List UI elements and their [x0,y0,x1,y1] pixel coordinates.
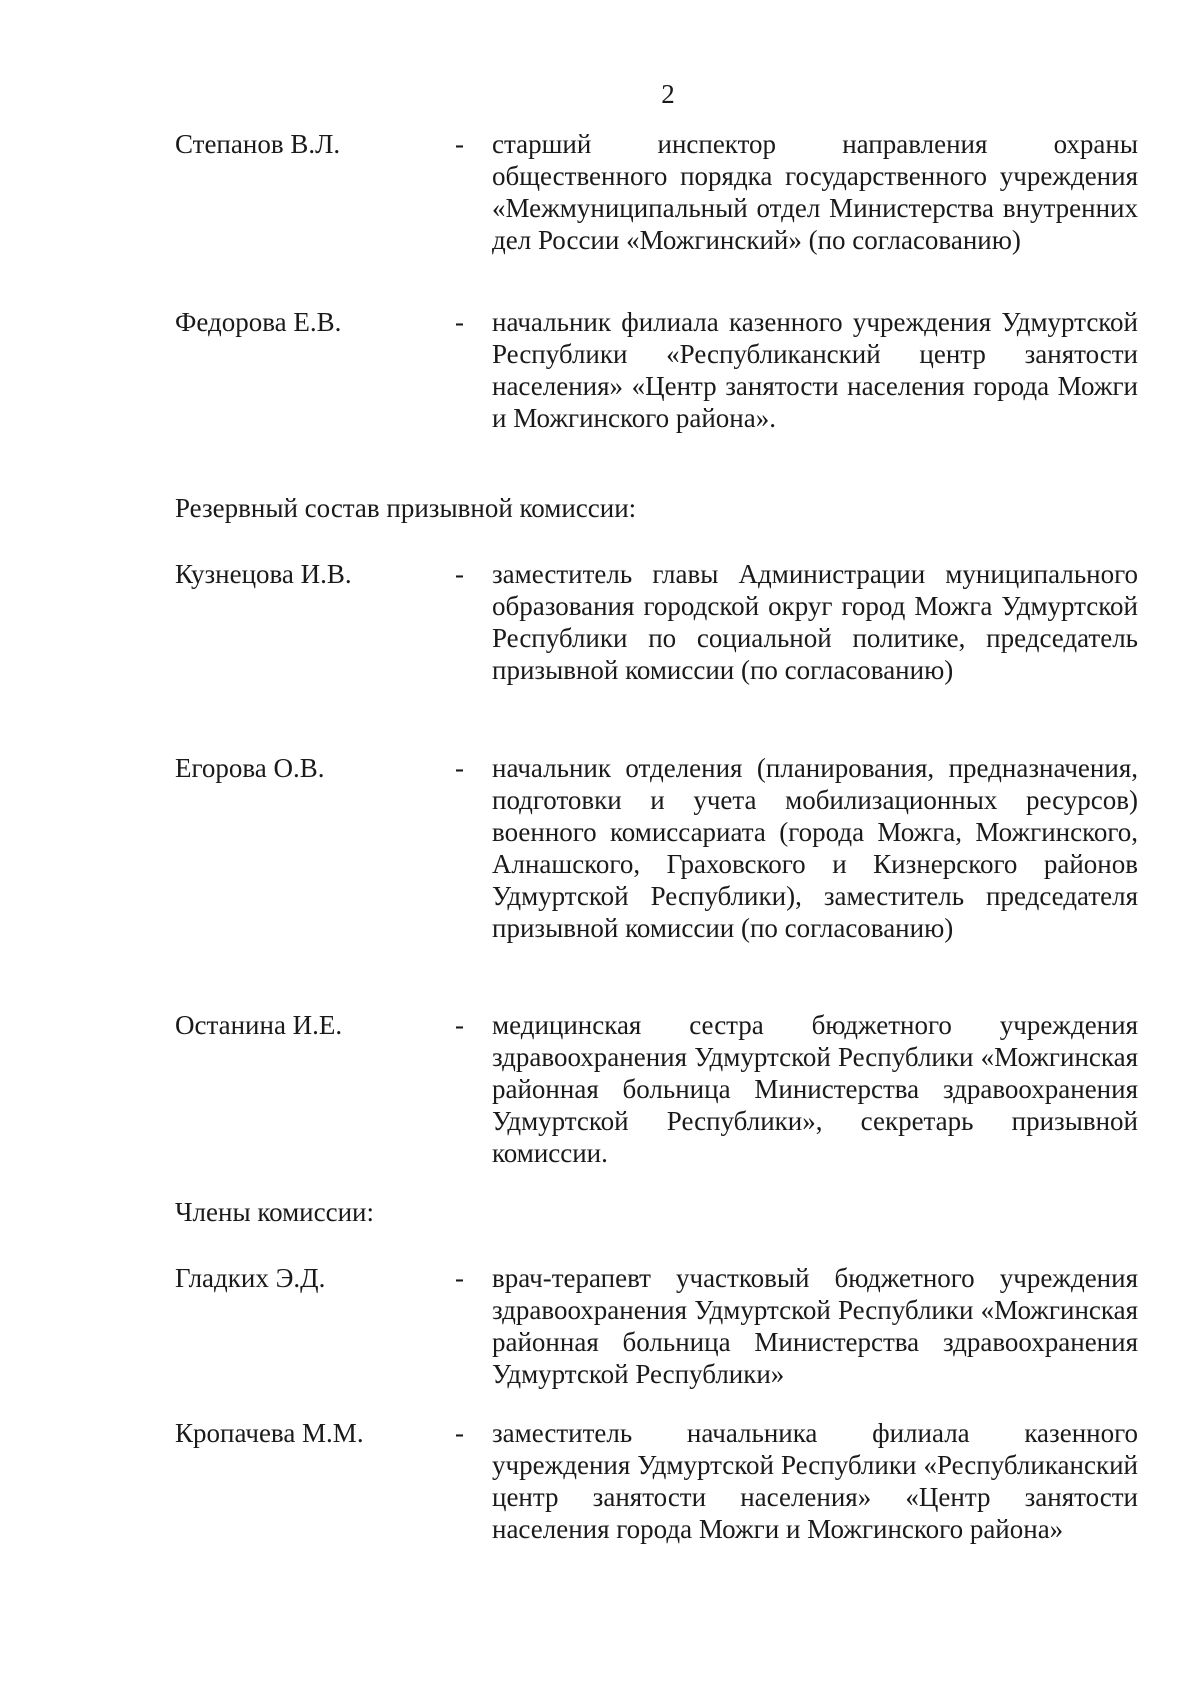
entry-dash: - [455,1010,464,1040]
entry-person-name: Останина И.Е. [175,1010,343,1040]
entry-position-description: начальник филиала казенного учреждения Удмуртской Республики «Республиканский центр занятости населения» «Центр занятости населения города Можги и Можгинского района». [492,307,1138,433]
entry-person-name: Федорова Е.В. [175,307,342,337]
entry-person-name: Кропачева М.М. [175,1418,364,1448]
entry-dash: - [455,1263,464,1293]
entry-position-description: начальник отделения (планирования, предназначения, подготовки и учета мобилизационных ресурсов) военного комиссариата (города Можга, Можгинского, Алнашского, Граховского и Кизнерского районов Удмуртской Республики), заместитель председателя призывной комиссии (по согласованию) [492,753,1138,943]
reserve-section-heading: Резервный состав призывной комиссии: [175,493,637,523]
entry-position-description: врач-терапевт участковый бюджетного учреждения здравоохранения Удмуртской Республики «Можгинская районная больница Министерства здравоохранения Удмуртской Республики» [492,1263,1138,1389]
page-number [0,78,1200,110]
entry-dash: - [455,129,464,159]
entry-person-name: Егорова О.В. [175,753,325,783]
entry-person-name: Степанов В.Л. [175,129,341,159]
entry-person-name: Гладких Э.Д. [175,1263,326,1293]
entry-dash: - [455,559,464,589]
entry-position-description: медицинская сестра бюджетного учреждения здравоохранения Удмуртской Республики «Можгинская районная больница Министерства здравоохранения Удмуртской Республики», секретарь призывной комиссии. [492,1010,1138,1168]
page-number-text: 2 [661,79,675,109]
entry-position-description: старший инспектор направления охраны общественного порядка государственного учреждения «Межмуниципальный отдел Министерства внутренних дел России «Можгинский» (по согласованию) [492,129,1138,255]
members-section-heading: Члены комиссии: [175,1197,374,1227]
entry-person-name: Кузнецова И.В. [175,559,352,589]
entry-dash: - [455,307,464,337]
entry-dash: - [455,1418,464,1448]
entry-dash: - [455,753,464,783]
entry-position-description: заместитель начальника филиала казенного учреждения Удмуртской Республики «Республиканский центр занятости населения» «Центр занятости населения города Можги и Можгинского района» [492,1418,1138,1544]
entry-position-description: заместитель главы Администрации муниципального образования городской округ город Можга Удмуртской Республики по социальной политике, председатель призывной комиссии (по согласованию) [492,559,1138,685]
